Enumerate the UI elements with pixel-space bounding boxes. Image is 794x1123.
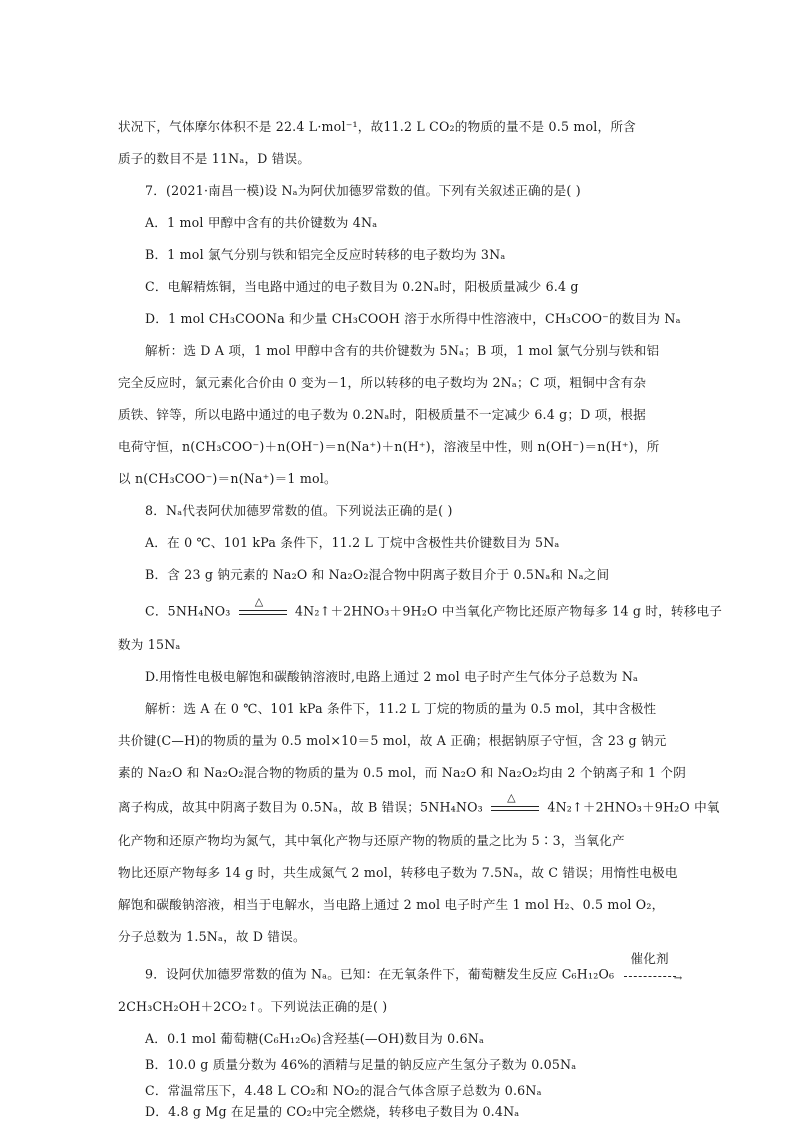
heat-triangle-icon: △ <box>254 595 264 608</box>
heat-triangle-icon: △ <box>507 791 516 804</box>
equation-products: 4N₂↑＋2HNO₃＋9H₂O 中当氧化产物比还原产物每多 14 g 时，转移电子 <box>294 603 723 619</box>
equals-line <box>491 806 539 807</box>
question-8-option-d: D.用惰性电极电解饱和碳酸钠溶液时,电路上通过 2 mol 电子时产生气体分子总数为 Nₐ <box>145 669 639 684</box>
equals-line <box>239 614 287 615</box>
answer-text: 4N₂↑＋2HNO₃＋9H₂O 中氧 <box>547 799 720 815</box>
question-8-stem: 8．Nₐ代表阿伏加德罗常数的值。下列说法正确的是( ) <box>145 503 453 518</box>
question-text: 9．设阿伏加德罗常数的值为 Nₐ。已知：在无氧条件下，葡萄糖发生反应 C₆H₁₂O₆ <box>145 966 615 982</box>
text-line: 状况下，气体摩尔体积不是 22.4 L·mol⁻¹，故11.2 L CO₂的物质的量不是 0.5 mol，所含 <box>118 119 636 134</box>
answer-7-line: 以 n(CH₃COO⁻)＝n(Na⁺)＝1 mol。 <box>118 471 337 486</box>
question-7-stem: 7．(2021·南昌一模)设 Nₐ为阿伏加德罗常数的值。下列有关叙述正确的是( ) <box>145 183 581 198</box>
question-8-option-a: A．在 0 ℃、101 kPa 条件下，11.2 L 丁烷中含极性共价键数目为 5Nₐ <box>145 535 560 550</box>
text-line: 质子的数目不是 11Nₐ，D 错误。 <box>118 151 311 166</box>
answer-7-line: 解析：选 D A 项，1 mol 甲醇中含有的共价键数为 5Nₐ；B 项，1 mol 氯气分别与铁和铝 <box>145 343 660 358</box>
equals-line <box>491 810 539 811</box>
text-line: 数为 15Nₐ <box>118 637 181 652</box>
text-line: 2CH₃CH₂OH＋2CO₂↑。下列说法正确的是( ) <box>118 999 388 1014</box>
catalyst-label: 催化剂 <box>630 951 669 966</box>
question-7-option-b: B．1 mol 氯气分别与铁和铝完全反应时转移的电子数均为 3Nₐ <box>145 247 506 262</box>
answer-8-line: 物比还原产物每多 14 g 时，共生成氮气 2 mol，转移电子数为 7.5Nₐ，故 C 错误；用惰性电极电 <box>118 865 678 880</box>
arrow-head-icon: → <box>673 973 683 984</box>
answer-8-line: 化产物和还原产物均为氮气，其中氧化产物与还原产物的物质的量之比为 5∶3，当氧化产 <box>118 833 625 848</box>
answer-7-line: 质铁、锌等，所以电路中通过的电子数为 0.2Nₐ时，阳极质量不一定减少 6.4 g；D 项，根据 <box>118 407 646 422</box>
question-8-option-b: B．含 23 g 钠元素的 Na₂O 和 Na₂O₂混合物中阴离子数目介于 0.5Nₐ和 Nₐ之间 <box>145 567 610 582</box>
heat-equals-sign <box>491 791 539 818</box>
answer-8-line: 共价键(C—H)的物质的量为 0.5 mol×10＝5 mol，故 A 正确；根据钠原子守恒，含 23 g 钠元 <box>118 733 667 748</box>
answer-7-line: 完全反应时，氯元素化合价由 0 变为－1，所以转移的电子数均为 2Nₐ；C 项，粗铜中含有杂 <box>118 375 647 390</box>
question-8-option-c <box>145 595 723 622</box>
question-9-stem <box>145 951 683 986</box>
question-9-option-b: B．10.0 g 质量分数为 46%的酒精与足量的钠反应产生氢分子数为 0.05Nₐ <box>145 1057 577 1072</box>
arrow-shaft <box>624 976 676 977</box>
answer-text: 离子构成，故其中阴离子数目为 0.5Nₐ，故 B 错误；5NH₄NO₃ <box>118 799 483 815</box>
question-9-option-c: C．常温常压下，4.48 L CO₂和 NO₂的混合气体含原子总数为 0.6Nₐ <box>145 1083 542 1098</box>
heat-equals-sign <box>239 595 287 622</box>
question-7-option-a: A．1 mol 甲醇中含有的共价键数为 4Nₐ <box>145 215 378 230</box>
answer-8-line <box>118 791 720 818</box>
answer-8-line: 解析：选 A 在 0 ℃、101 kPa 条件下，11.2 L 丁烷的物质的量为 0.5 mol，其中含极性 <box>145 701 657 716</box>
equation-reactant: C．5NH₄NO₃ <box>145 603 231 619</box>
question-7-option-d: D．1 mol CH₃COONa 和少量 CH₃COOH 溶于水所得中性溶液中，CH₃COO⁻的数目为 Nₐ <box>145 311 681 326</box>
equals-line <box>239 610 287 611</box>
catalyst-arrow <box>624 951 683 986</box>
answer-8-line: 分子总数为 1.5Nₐ，故 D 错误。 <box>118 929 306 944</box>
answer-7-line: 电荷守恒，n(CH₃COO⁻)＋n(OH⁻)＝n(Na⁺)＋n(H⁺)，溶液呈中性，则 n(OH⁻)＝n(H⁺)，所 <box>118 439 660 454</box>
question-7-option-c: C．电解精炼铜，当电路中通过的电子数目为 0.2Nₐ时，阳极质量减少 6.4 g <box>145 279 579 294</box>
question-9-option-d: D．4.8 g Mg 在足量的 CO₂中完全燃烧，转移电子数目为 0.4Nₐ <box>145 1104 520 1119</box>
question-9-option-a: A．0.1 mol 葡萄糖(C₆H₁₂O₆)含羟基(—OH)数目为 0.6Nₐ <box>145 1031 485 1046</box>
answer-8-line: 素的 Na₂O 和 Na₂O₂混合物的物质的量为 0.5 mol，而 Na₂O 和 Na₂O₂均由 2 个钠离子和 1 个阴 <box>118 765 686 780</box>
answer-8-line: 解饱和碳酸钠溶液，相当于电解水，当电路上通过 2 mol 电子时产生 1 mol H₂、0.5 mol O₂， <box>118 897 665 912</box>
